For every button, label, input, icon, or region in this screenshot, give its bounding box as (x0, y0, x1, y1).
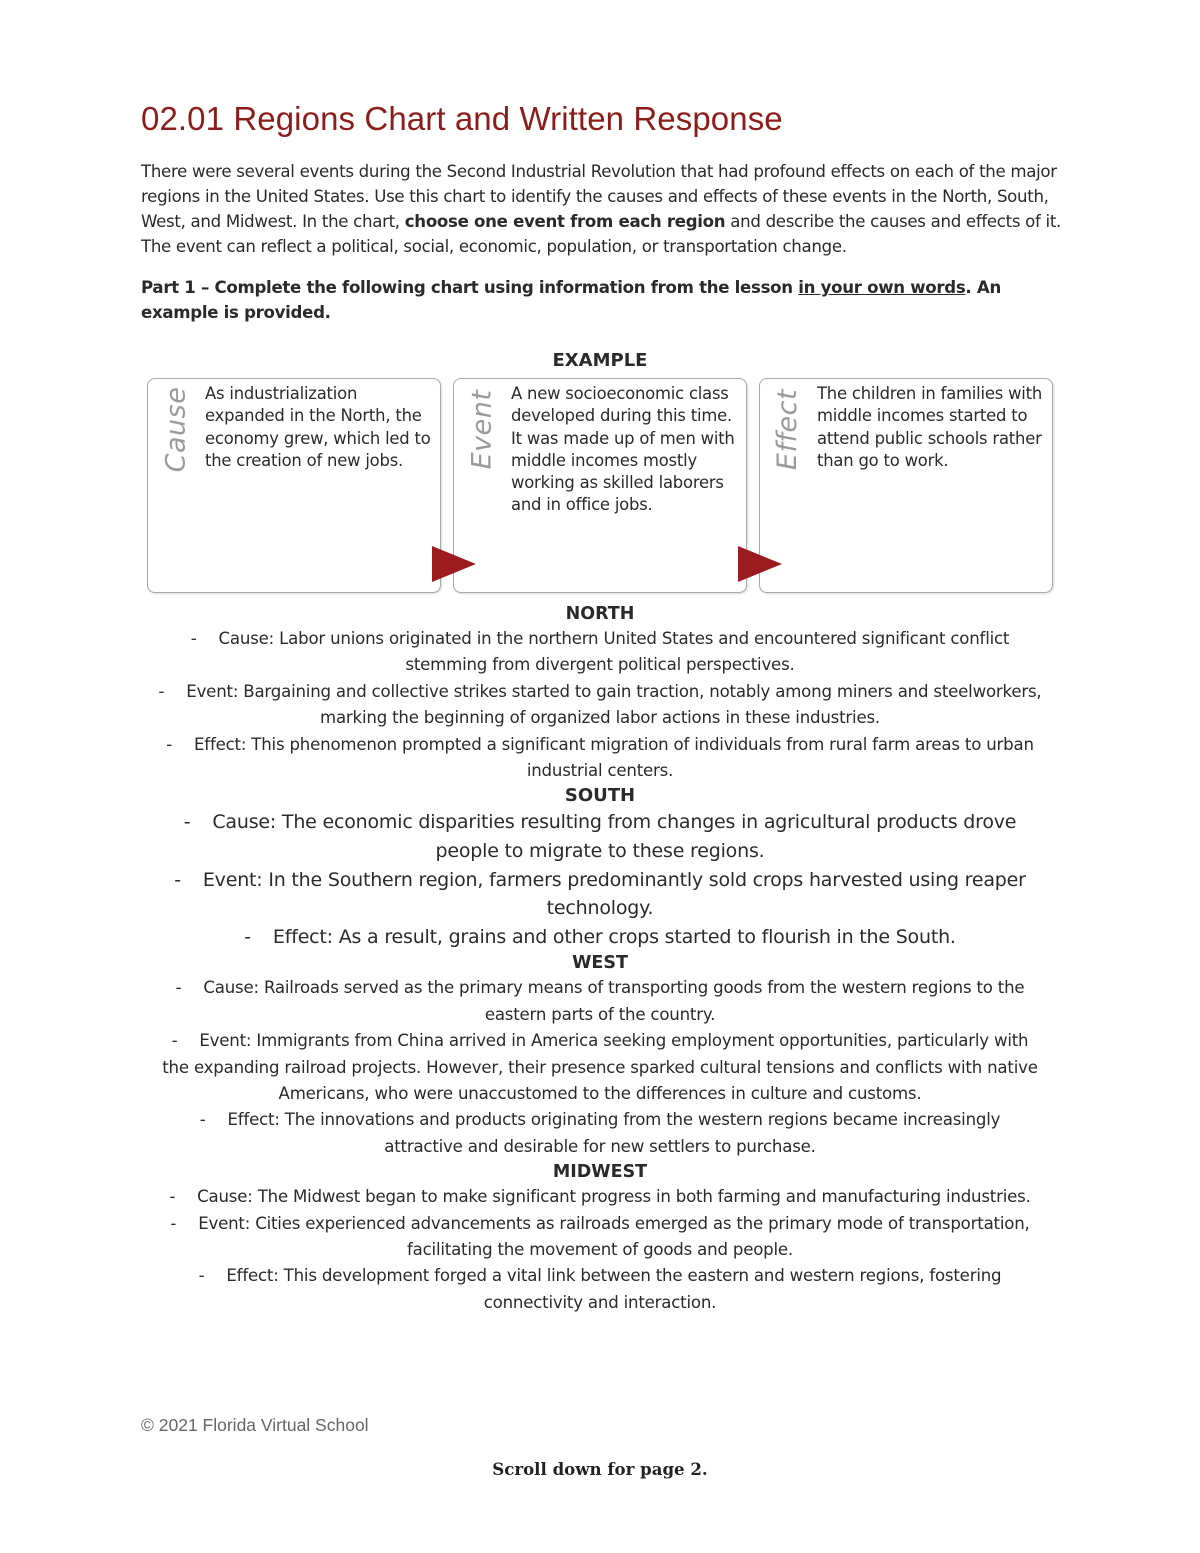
event-text: A new socioeconomic class developed during this time. It was made up of men with middle incomes mostly working as skilled laborers and in office jobs. (511, 384, 735, 515)
region-title: SOUTH (564, 785, 636, 807)
list-item (150, 866, 1050, 923)
list-item (150, 1107, 1050, 1160)
list-dash: - (174, 868, 181, 891)
regions-section (150, 602, 1050, 1316)
list-dash: - (171, 1031, 178, 1051)
list-dash: - (190, 629, 197, 648)
list-dash: - (244, 925, 251, 948)
arrow-right-icon (736, 544, 784, 584)
list-item (150, 1184, 1050, 1210)
example-heading: EXAMPLE (552, 350, 648, 371)
south-effect: Effect: As a result, grains and other crops started to flourish in the South. (272, 925, 956, 948)
effect-text: The children in families with middle incomes started to attend public schools rather than go to work. (817, 384, 1043, 470)
intro-bold-text: choose one event from each region (404, 212, 726, 231)
example-event-box (453, 378, 747, 593)
event-label: Event (466, 389, 498, 470)
midwest-event: Event: Cities experienced advancements as railroads emerged as the primary mode of transportation, facilitating the movement of goods and people. (198, 1213, 1030, 1260)
list-item (150, 1028, 1050, 1107)
list-item (150, 1263, 1050, 1316)
intro-text-a: There were several events during the Second Industrial Revolution that had profound effects on each of the major regions in the United States. Use this chart to identify the causes and effects of these events in the North, South, West, and Midwest. In the chart, (141, 162, 1057, 231)
north-effect: Effect: This phenomenon prompted a significant migration of individuals from rural farm areas to urban industrial centers. (194, 734, 1034, 781)
footer-copyright: © 2021 Florida Virtual School (141, 1415, 369, 1435)
region-north (150, 602, 1050, 784)
region-title: NORTH (565, 604, 635, 624)
list-dash: - (169, 1187, 176, 1207)
list-dash: - (175, 978, 182, 998)
intro-text-b: and describe the causes and effects of it. The event can reflect a political, social, economic, population, or transportation change. (141, 212, 1062, 256)
list-dash: - (170, 1213, 177, 1233)
list-item (150, 732, 1050, 785)
intro-paragraph (141, 159, 1066, 259)
scroll-note: Scroll down for page 2. (492, 1459, 708, 1479)
west-event: Event: Immigrants from China arrived in America seeking employment opportunities, particularly with the expanding railroad projects. However, their presence sparked cultural tensions and conflicts with native Americans, who were unaccustomed to the differences in culture and customs. (162, 1031, 1038, 1104)
region-midwest (150, 1160, 1050, 1316)
region-title: WEST (572, 953, 628, 974)
region-title: MIDWEST (552, 1162, 648, 1183)
north-cause: Cause: Labor unions originated in the northern United States and encountered significant conflict stemming from divergent political perspectives. (218, 629, 1010, 675)
north-event: Event: Bargaining and collective strikes started to gain traction, notably among miners and steelworkers, marking the beginning of organized labor actions in these industries. (186, 681, 1042, 728)
list-dash: - (166, 734, 173, 754)
cause-label: Cause (160, 386, 192, 473)
region-south (150, 784, 1050, 951)
part1-prefix: Part 1 – Complete the following chart using information from the lesson (141, 278, 799, 297)
arrow-right-icon (430, 544, 478, 584)
west-effect: Effect: The innovations and products originating from the western regions became increasingly attractive and desirable for new settlers to purchase. (227, 1110, 1001, 1156)
south-cause: Cause: The economic disparities resulting from changes in agricultural products drove people to migrate to these regions. (212, 811, 1017, 863)
part1-underlined: in your own words (798, 278, 966, 297)
region-west (150, 951, 1050, 1160)
list-dash: - (183, 811, 191, 834)
list-item (150, 679, 1050, 732)
midwest-cause: Cause: The Midwest began to make significant progress in both farming and manufacturing industries. (197, 1187, 1031, 1207)
list-item (150, 626, 1050, 679)
example-effect-box (759, 378, 1053, 593)
part1-suffix: . An example is provided. (141, 278, 1001, 322)
part1-instructions (141, 275, 1066, 325)
list-dash: - (199, 1110, 206, 1130)
example-cause-box (147, 378, 441, 593)
page-title: 02.01 Regions Chart and Written Response (141, 100, 783, 137)
list-item (150, 808, 1050, 865)
list-item (150, 923, 1050, 952)
cause-text: As industrialization expanded in the North, the economy grew, which led to the creation of new jobs. (205, 384, 431, 470)
west-cause: Cause: Railroads served as the primary means of transporting goods from the western regions to the eastern parts of the country. (203, 978, 1025, 1024)
list-dash: - (158, 681, 165, 701)
effect-label: Effect (772, 388, 804, 471)
south-event: Event: In the Southern region, farmers predominantly sold crops harvested using reaper technology. (202, 868, 1026, 920)
list-dash: - (198, 1266, 205, 1286)
list-item (150, 1211, 1050, 1264)
list-item (150, 975, 1050, 1028)
midwest-effect: Effect: This development forged a vital link between the eastern and western regions, fostering connectivity and interaction. (226, 1266, 1002, 1312)
